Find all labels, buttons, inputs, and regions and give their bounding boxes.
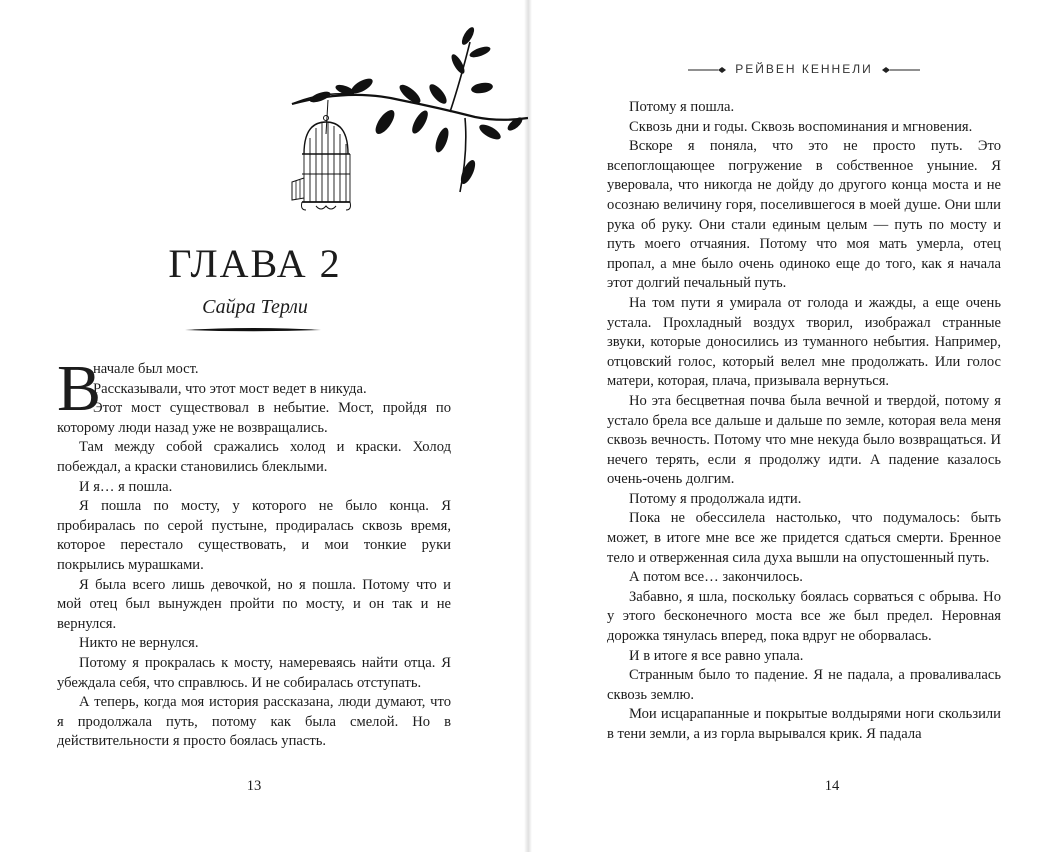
paragraph: Никто не вернулся. <box>79 635 199 652</box>
paragraph: начале был мост. <box>93 361 199 377</box>
paragraph: Там между собой сражались холод и краски. Холод побеждал, а краски становились блеклыми. <box>57 439 451 475</box>
left-page-text <box>57 360 451 752</box>
paragraph: Этот мост существовал в небытие. Мост, пройдя по которому люди назад уже не возвращались. <box>57 400 451 436</box>
subtitle-divider <box>185 326 321 334</box>
paragraph: Забавно, я шла, поскольку боялась сорваться с обрыва. Но у этого бесконечного моста все же был предел. Неровная дорожка тянулась вперед, пока вдруг не оборвалась. <box>607 588 1001 645</box>
paragraph: Вскоре я поняла, что это не просто путь. Это всепоглощающее погружение в собственное уныние. Я уверовала, что никогда не дойду до другого конца моста и не осознаю величину горя, поселившегося в моей душе. Они шли рука об руку. Они стали единым целым — путь по мосту и путь моего отчаяния. Потому что моя мать умерла, отец пропал, а мне было очень одиноко еще до того, как я начала этот долгий печальный путь. <box>607 138 1001 292</box>
paragraph: Странным было то падение. Я не падала, а проваливалась сквозь землю. <box>607 667 1001 703</box>
running-head-right-flourish <box>880 66 920 74</box>
chapter-subtitle: Сайра Терли <box>202 296 308 318</box>
paragraph: Мои исцарапанные и покрытые волдырями ноги скользили в тени земли, а из горла вырывался крик. Я падала <box>607 706 1001 742</box>
paragraph: И в итоге я все равно упала. <box>629 647 804 664</box>
right-page-text <box>607 98 1001 745</box>
paragraph: Я пошла по мосту, у которого не было конца. Я пробиралась по серой пустыне, продиралась сквозь время, которое перестало существовать, и мои тонкие руки покрылись мурашками. <box>57 498 451 573</box>
paragraph: Сквозь дни и годы. Сквозь воспоминания и мгновения. <box>629 118 973 135</box>
drop-cap: В <box>57 352 102 425</box>
paragraph: И я… я пошла. <box>79 478 173 495</box>
page-number: 13 <box>246 778 262 794</box>
paragraph: Пока не обессилела настолько, что подумалось: быть может, в итоге мне все же придется сдаться смерти. Бренное тело и отверженная сила духа вышли на опустошенный путь. <box>607 510 1001 566</box>
paragraph: Потому я пошла. <box>629 99 735 115</box>
book-spine-shadow <box>524 0 532 852</box>
paragraph: Потому я прокралась к мосту, намереваясь найти отца. Я убеждала себя, что справлюсь. И не собиралась отступать. <box>57 654 451 691</box>
paragraph: На том пути я умирала от голода и жажды, а еще очень устала. Прохладный воздух творил, изображал странные звуки, которые доносились из туманного небытия. Например, отцовский голос, который велел мне продолжать. Или голос матери, которая, плача, призывала вернуться. <box>607 294 1001 390</box>
paragraph: Я была всего лишь девочкой, но я пошла. Потому что и мой отец был вынужден пройти по мосту, и он так и не вернулся. <box>57 576 451 632</box>
running-head-author: РЕЙВЕН КЕННЕЛИ <box>735 62 873 76</box>
paragraph: А потом все… закончилось. <box>629 569 803 586</box>
birdcage-branch-icon <box>290 22 528 218</box>
page-number: 14 <box>824 778 840 794</box>
running-head <box>688 62 920 80</box>
paragraph: Рассказывали, что этот мост ведет в никуда. <box>93 380 367 397</box>
right-page <box>528 0 1056 852</box>
chapter-title: ГЛАВА 2 <box>168 241 342 286</box>
paragraph: А теперь, когда моя история рассказана, люди думают, что я продолжала путь, потому как была смелой. Но в действительности я просто боялась упасть. <box>57 694 451 750</box>
paragraph: Но эта бесцветная почва была вечной и твердой, потому я устало брела все дальше и дальше по земле, которая вела меня сквозь вечность. Потому что мне некуда было возвращаться. И нечего терять, если я продолжу идти. А падение казалось очень-очень долгим. <box>607 392 1001 488</box>
paragraph: Потому я продолжала идти. <box>629 490 802 507</box>
